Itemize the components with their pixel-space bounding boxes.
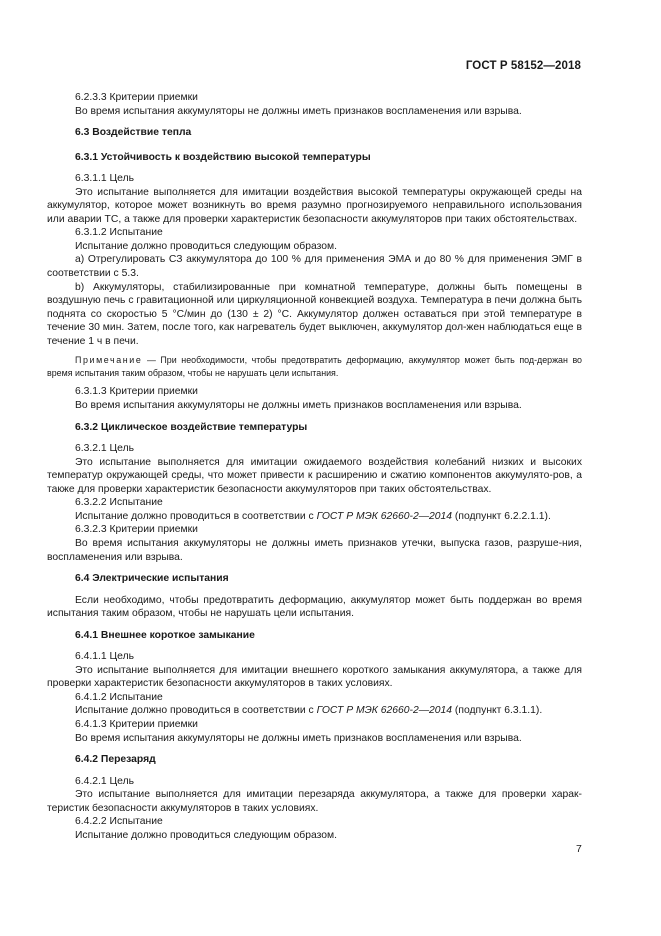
subclause-6-4-1-1-text: Это испытание выполняется для имитации внешнего короткого замыкания аккумулятора, а также для проверки характеристик безопасности аккумуляторов в таких условиях. xyxy=(47,664,582,690)
subclause-6-3-2-1-heading: 6.3.2.1 Цель xyxy=(75,443,134,455)
subclause-6-3-1-3-text: Во время испытания аккумуляторы не должны иметь признаков воспламенения или взрыва. xyxy=(75,400,522,412)
step-b: b) Аккумуляторы, стабилизированные при комнатной температуре, должны быть помещены в воздушную печь с гравитационной или циркуляционной конвекцией воздуха. Температура в печи должна быть поднята со скоростью 5 °С/мин до (130 ± 2) °С. Аккумулятор должен оставаться при этой температуре в течение 30 мин. Затем, после того, как нагреватель будет выключен, аккумулятор дол-жен наблюдаться еще в течение 1 ч в печи. xyxy=(47,281,582,347)
text-fragment: (подпункт 6.2.2.1.1). xyxy=(452,510,551,522)
subclause-6-2-3-3-heading: 6.2.3.3 Критерии приемки xyxy=(75,92,198,103)
standard-designation: ГОСТ Р 58152—2018 xyxy=(465,60,581,72)
step-a: a) Отрегулировать СЗ аккумулятора до 100 % для применения ЭМА и до 80 % для применения ЭМГ в соответствии с 5.3. xyxy=(47,254,582,280)
standard-reference: ГОСТ Р МЭК 62660-2—2014 xyxy=(316,705,453,717)
subclause-6-3-1-3-heading: 6.3.1.3 Критерии приемки xyxy=(75,386,198,398)
text-fragment: (подпункт 6.3.1.1). xyxy=(452,705,543,717)
text-fragment: Испытание должно проводиться в соответствии с xyxy=(75,705,317,717)
subclause-6-4-2-2-heading: 6.4.2.2 Испытание xyxy=(75,816,163,828)
section-6-4-heading: 6.4 Электрические испытания xyxy=(75,573,229,585)
subclause-6-4-1-1-heading: 6.4.1.1 Цель xyxy=(75,651,134,663)
subclause-6-4-1-3-text: Во время испытания аккумуляторы не должны иметь признаков воспламенения или взрыва. xyxy=(75,732,522,744)
clause-6-4-1-heading: 6.4.1 Внешнее короткое замыкание xyxy=(75,629,255,641)
standard-reference: ГОСТ Р МЭК 62660-2—2014 xyxy=(316,510,453,522)
subclause-6-4-2-1-heading: 6.4.2.1 Цель xyxy=(75,775,134,787)
subclause-6-3-2-2-text xyxy=(47,510,582,524)
subclause-6-3-2-2-heading: 6.3.2.2 Испытание xyxy=(75,497,163,509)
subclause-6-3-1-1-heading: 6.3.1.1 Цель xyxy=(75,173,134,185)
subclause-6-4-1-2-heading: 6.4.1.2 Испытание xyxy=(75,691,163,703)
subclause-6-4-2-1-text: Это испытание выполняется для имитации перезаряда аккумулятора, а также для проверки харак-теристик безопасности аккумуляторов в таких условиях. xyxy=(47,789,582,814)
section-6-4-text: Если необходимо, чтобы предотвратить деформацию, аккумулятор может быть поддержан во время испытания таким образом, чтобы не нарушать цели испытания. xyxy=(47,594,582,620)
subclause-6-4-2-2-text: Испытание должно проводиться следующим образом. xyxy=(75,829,337,841)
section-6-3-heading: 6.3 Воздействие тепла xyxy=(75,127,192,139)
subclause-6-3-2-3-heading: 6.3.2.3 Критерии приемки xyxy=(75,524,198,536)
subclause-6-3-1-2-intro: Испытание должно проводиться следующим образом. xyxy=(75,240,337,252)
note xyxy=(47,354,582,379)
subclause-6-4-1-3-heading: 6.4.1.3 Критерии приемки xyxy=(75,718,198,730)
note-text: — При необходимости, чтобы предотвратить деформацию, аккумулятор может быть под-держан во время испытания таким образом, чтобы не нарушать цели испытания. xyxy=(47,355,582,378)
note-label: Примечание xyxy=(75,355,143,366)
subclause-6-3-2-3-text: Во время испытания аккумуляторы не должны иметь признаков утечки, выпуска газов, разруше-ния, воспламенения или взрыва. xyxy=(47,537,582,563)
page-number: 7 xyxy=(576,843,582,855)
subclause-6-4-1-2-text xyxy=(47,704,582,718)
subclause-6-3-1-2-heading: 6.3.1.2 Испытание xyxy=(75,227,163,239)
subclause-6-2-3-3-text: Во время испытания аккумуляторы не должны иметь признаков воспламенения или взрыва. xyxy=(75,105,522,117)
clause-6-3-2-heading: 6.3.2 Циклическое воздействие температуры xyxy=(75,421,308,433)
text-fragment: Испытание должно проводиться в соответствии с xyxy=(75,510,317,522)
clause-6-3-1-heading: 6.3.1 Устойчивость к воздействию высокой температуры xyxy=(75,151,371,163)
document-body xyxy=(47,91,582,842)
subclause-6-3-1-1-text: Это испытание выполняется для имитации воздействия высокой температуры окружающей среды на аккумулятор, которое может возникнуть во время разумно прогнозируемого неправильного использования или аварии ТС, а также для проверки характеристик безопасности аккумуляторов при таких обстоятельствах. xyxy=(47,186,582,225)
clause-6-4-2-heading: 6.4.2 Перезаряд xyxy=(75,754,156,766)
subclause-6-3-2-1-text: Это испытание выполняется для имитации ожидаемого воздействия колебаний низких и высоких температур окружающей среды, что может привести к расширению и сжатию компонентов аккумулято-ров, а также для проверки характеристик безопасности аккумуляторов при таких обстоятельствах. xyxy=(47,456,582,495)
